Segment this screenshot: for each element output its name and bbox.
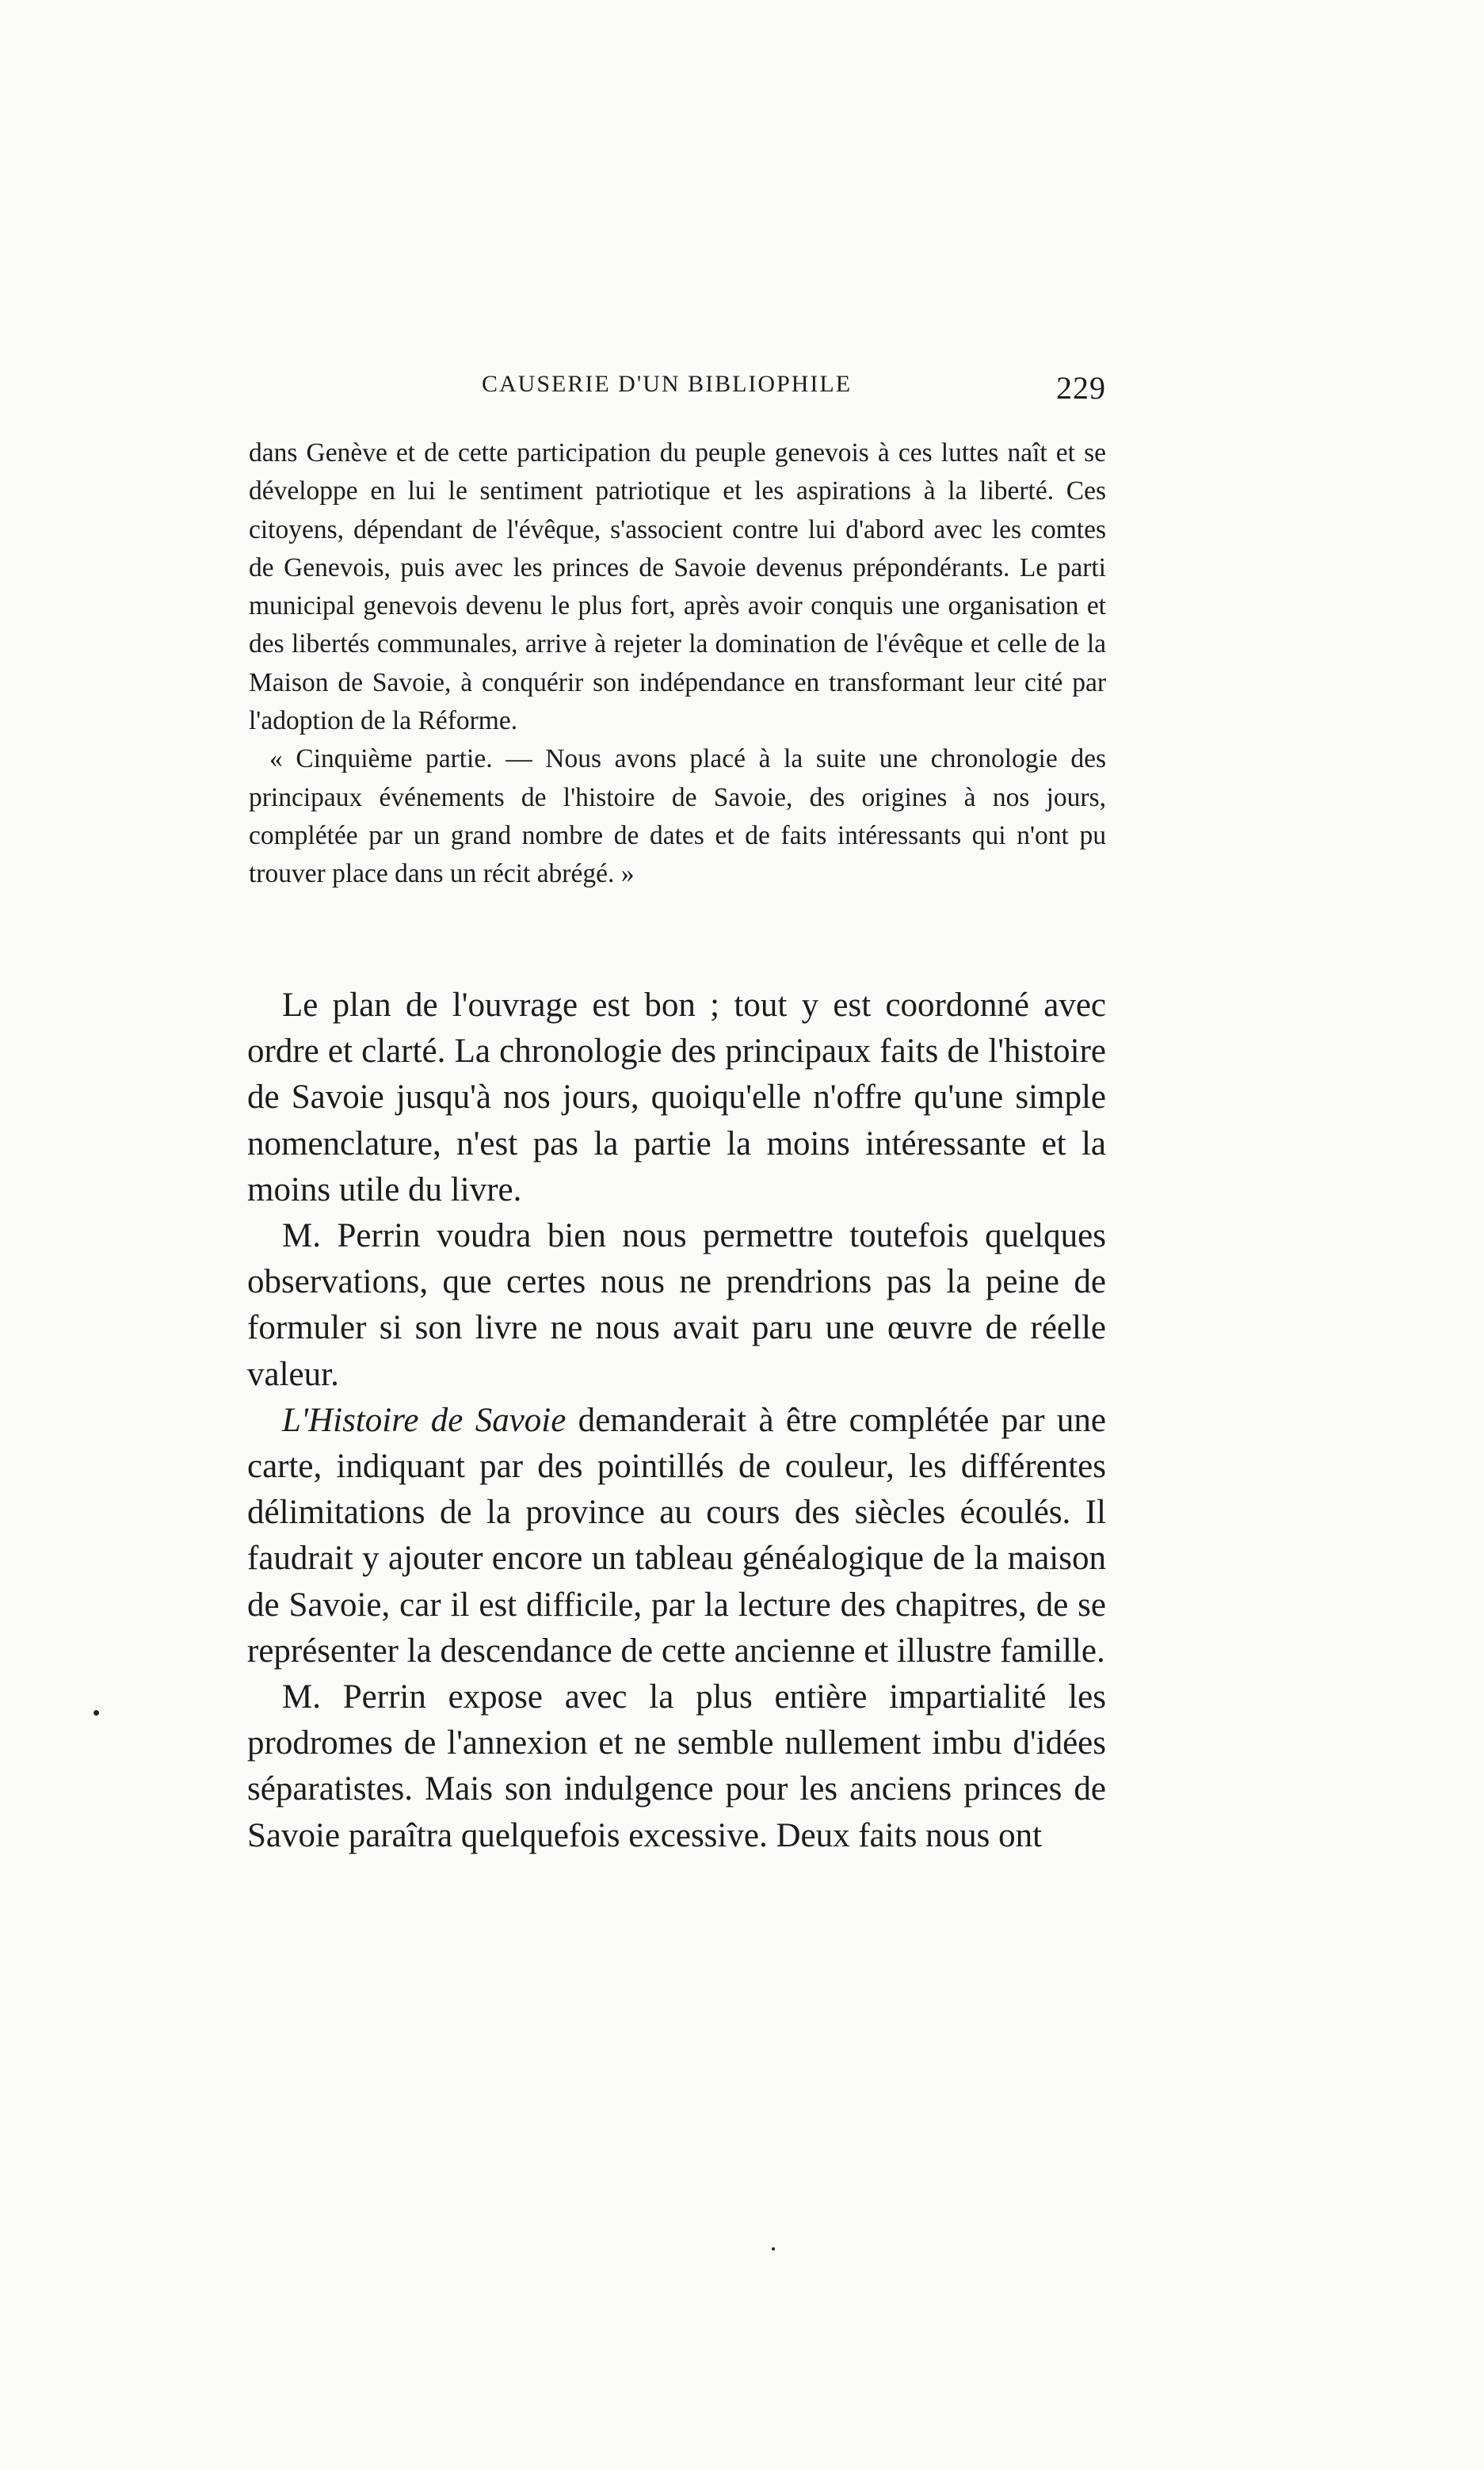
ink-speck xyxy=(772,2247,775,2250)
body-paragraph xyxy=(247,1398,1106,1674)
book-title: L'Histoire de Savoie xyxy=(282,1401,567,1439)
quote-paragraph: dans Genève et de cette participation du peuple genevois à ces luttes naît et se développe en lui le sentiment patriotique et les aspirations à la liberté. Ces citoyens, dépendant de l'évêque, s'associent contre lui d'abord avec les comtes de Genevois, puis avec les princes de Savoie devenus prépondérants. Le parti municipal genevois devenu le plus fort, après avoir conquis une organisation et des libertés communales, arrive à rejeter la domination de l'évêque et celle de la Maison de Savoie, à conquérir son indépendance en transformant leur cité par l'adoption de la Réforme. xyxy=(249,438,1106,736)
running-title: CAUSERIE D'UN BIBLIOPHILE xyxy=(482,371,853,397)
quoted-passage xyxy=(249,434,1106,894)
main-text xyxy=(247,983,1106,1859)
body-paragraph: Le plan de l'ouvrage est bon ; tout y est coordonné avec ordre et clarté. La chronologie des principaux faits de l'histoire de Savoie jusqu'à nos jours, quoiqu'elle n'offre qu'une simple nomenclature, n'est pas la partie la moins intéressante et la moins utile du livre. xyxy=(247,987,1106,1208)
page-number: 229 xyxy=(1056,370,1106,406)
body-paragraph: M. Perrin expose avec la plus entière impartialité les prodromes de l'annexion et ne semble nullement imbu d'idées séparatistes. Mais son indulgence pour les anciens princes de Savoie paraîtra quelquefois excessive. Deux faits nous ont xyxy=(247,1678,1106,1854)
body-paragraph: M. Perrin voudra bien nous permettre toutefois quelques observations, que certes nous ne prendrions pas la peine de formuler si son livre ne nous avait paru une œuvre de réelle valeur. xyxy=(247,1217,1106,1393)
body-paragraph-text: demanderait à être complétée par une carte, indiquant par des pointillés de couleur, les différentes délimitations de la province au cours des siècles écoulés. Il faudrait y ajouter encore un tableau généalogique de la maison de Savoie, car il est difficile, par la lecture des chapitres, de se représenter la descendance de cette ancienne et illustre famille. xyxy=(247,1401,1106,1670)
quote-paragraph: « Cinquième partie. — Nous avons placé à la suite une chronologie des principaux événements de l'histoire de Savoie, des origines à nos jours, complétée par un grand nombre de dates et de faits intéressants qui n'ont pu trouver place dans un récit abrégé. » xyxy=(249,744,1106,889)
ink-speck xyxy=(93,1710,99,1716)
running-head xyxy=(247,371,1106,418)
